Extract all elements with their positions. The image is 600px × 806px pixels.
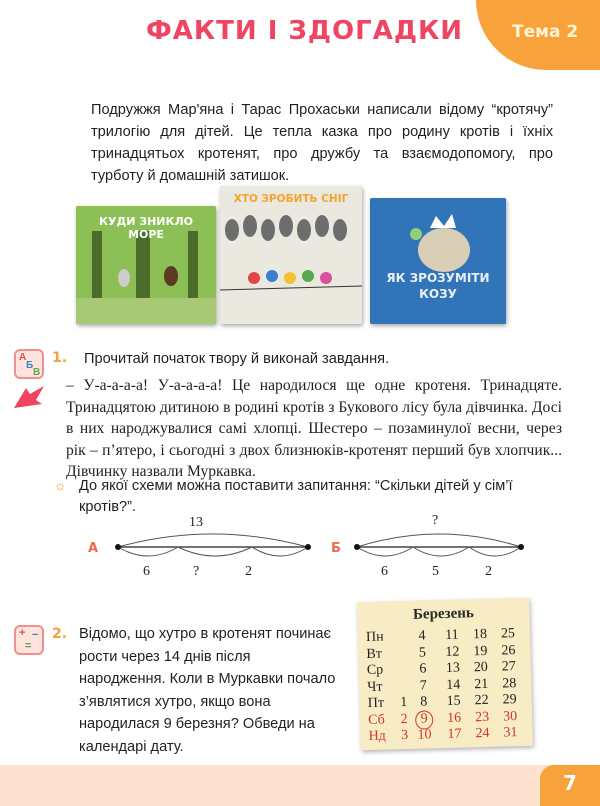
march-calendar xyxy=(357,598,533,750)
calendar-date[interactable]: 26 xyxy=(501,642,516,659)
math-task-icon xyxy=(14,625,44,655)
circled-date-mark xyxy=(415,710,433,729)
scheme-b-part-3: 2 xyxy=(485,564,492,579)
calendar-date[interactable]: 14 xyxy=(446,677,461,693)
calendar-date[interactable]: 24 xyxy=(475,725,490,742)
calendar-date[interactable]: 18 xyxy=(472,626,488,643)
calendar-date[interactable]: 21 xyxy=(474,676,489,692)
letter-v: В xyxy=(33,367,41,378)
book-cover-2 xyxy=(220,186,362,324)
calendar-date[interactable]: 27 xyxy=(501,659,517,675)
calendar-date[interactable]: 22 xyxy=(474,692,489,709)
task2-text: Відомо, що хутро в кротенят починає рости через 14 днів після народження. Коли в Муркавки почало з’являтися хутро, якщо вона народилася 9 березня? Обведи на календарі дату. xyxy=(79,626,336,755)
minus-symbol: − xyxy=(32,629,39,641)
calendar-date[interactable]: 30 xyxy=(502,708,518,724)
equals-symbol: = xyxy=(25,640,32,652)
calendar-date[interactable]: 13 xyxy=(445,660,461,676)
calendar-weekday: Пт xyxy=(367,695,385,712)
scheme-b-part-2: 5 xyxy=(432,564,439,579)
book-illustration-goat xyxy=(370,198,506,324)
scheme-b-total: ? xyxy=(432,513,439,528)
calendar-date[interactable]: 12 xyxy=(445,644,460,660)
calendar-date[interactable]: 15 xyxy=(446,693,461,709)
letter-a: А xyxy=(19,352,27,363)
calendar-weekday: Нд xyxy=(368,728,387,745)
page-title: ФАКТИ І ЗДОГАДКИ xyxy=(146,16,464,46)
calendar-date[interactable]: 9 xyxy=(420,710,428,727)
book-title-2: ХТО ЗРОБИТЬ СНІГ xyxy=(233,193,349,205)
calendar-date[interactable]: 19 xyxy=(473,643,488,659)
scheme-a-part-1: 6 xyxy=(143,564,150,579)
letters-task-icon xyxy=(14,349,44,379)
scheme-a-part-2: ? xyxy=(193,564,200,579)
calendar-date[interactable]: 2 xyxy=(400,711,408,727)
scheme-a-label: А xyxy=(88,541,99,556)
task2-number: 2. xyxy=(52,626,68,642)
calendar-date[interactable]: 3 xyxy=(400,727,409,744)
letter-b: Б xyxy=(26,360,34,371)
sun-icon: ☼ xyxy=(54,477,67,493)
plus-symbol: + xyxy=(19,627,26,639)
page-footer xyxy=(0,765,600,806)
calendar-date[interactable]: 20 xyxy=(473,659,489,676)
scheme-b-diagram xyxy=(351,525,531,575)
intro-paragraph: Подружжя Мар'яна і Тарас Прохаськи написали відому “кротячу” трилогію для дітей. Це тепла казка про родину кротів і їхніх тринадцятьох кротенят, про дружбу та взаємодопомогу, про турботу й домашній затишок. xyxy=(91,102,553,184)
scheme-b-label: Б xyxy=(331,541,341,556)
calendar-date[interactable]: 29 xyxy=(502,692,517,708)
calendar-date[interactable]: 5 xyxy=(418,644,427,661)
calendar-weekday: Ср xyxy=(366,662,384,679)
task1-instruction: Прочитай початок твору й виконай завдання. xyxy=(84,351,390,367)
book-title-3: ЯК ЗРОЗУМІТИ КОЗУ xyxy=(386,271,490,301)
scheme-a-total: 13 xyxy=(189,515,203,530)
calendar-date[interactable]: 11 xyxy=(445,627,459,643)
story-excerpt: – У-а-а-а-а! У-а-а-а-а! Це народилося ще одне кротеня. Тринадцяте. Тринадцятою дитиною в родині кротів з Букового лісу була дівчинка. Досі в них народжувалися самі хлопці. Шестеро – позаминулої весни, через рік – п’ятеро, і сьогодні з двох близнюків-кротенят перший був хлопчик... Дівчинку назвали Муркавка. xyxy=(66,377,562,480)
calendar-date[interactable]: 28 xyxy=(502,675,517,692)
calendar-date[interactable]: 4 xyxy=(418,628,426,644)
calendar-date[interactable]: 25 xyxy=(500,626,516,642)
calendar-date[interactable]: 16 xyxy=(446,710,462,726)
reading-arrow-icon xyxy=(12,382,46,410)
calendar-weekday: Пн xyxy=(365,629,384,646)
calendar-date[interactable]: 17 xyxy=(447,726,462,742)
scheme-question: До якої схеми можна поставити запитання: “Скільки дітей у сім’ї кротів?”. xyxy=(79,478,513,515)
book-title-1: КУДИ ЗНИКЛО МОРЕ xyxy=(98,215,193,241)
topic-label: Тема 2 xyxy=(512,22,579,42)
book-cover-1 xyxy=(76,206,216,324)
calendar-date[interactable]: 6 xyxy=(419,661,427,677)
calendar-date[interactable]: 10 xyxy=(417,727,432,743)
calendar-date[interactable]: 31 xyxy=(503,725,518,741)
calendar-date[interactable]: 7 xyxy=(419,677,427,694)
calendar-weekday: Сб xyxy=(367,712,386,728)
page-number: 7 xyxy=(563,771,577,795)
page-header xyxy=(0,0,600,78)
calendar-date[interactable]: 8 xyxy=(420,694,428,710)
book-illustration-snow xyxy=(220,186,362,324)
calendar-date[interactable]: 1 xyxy=(400,695,408,711)
calendar-weekday: Вт xyxy=(366,646,383,662)
calendar-month: Березень xyxy=(412,605,475,623)
calendar-date[interactable]: 23 xyxy=(474,709,490,725)
task1-number: 1. xyxy=(52,350,68,366)
scheme-a-part-3: 2 xyxy=(245,564,252,579)
book-cover-3 xyxy=(370,198,506,324)
calendar-weekday: Чт xyxy=(367,679,383,695)
scheme-b-part-1: 6 xyxy=(381,564,388,579)
